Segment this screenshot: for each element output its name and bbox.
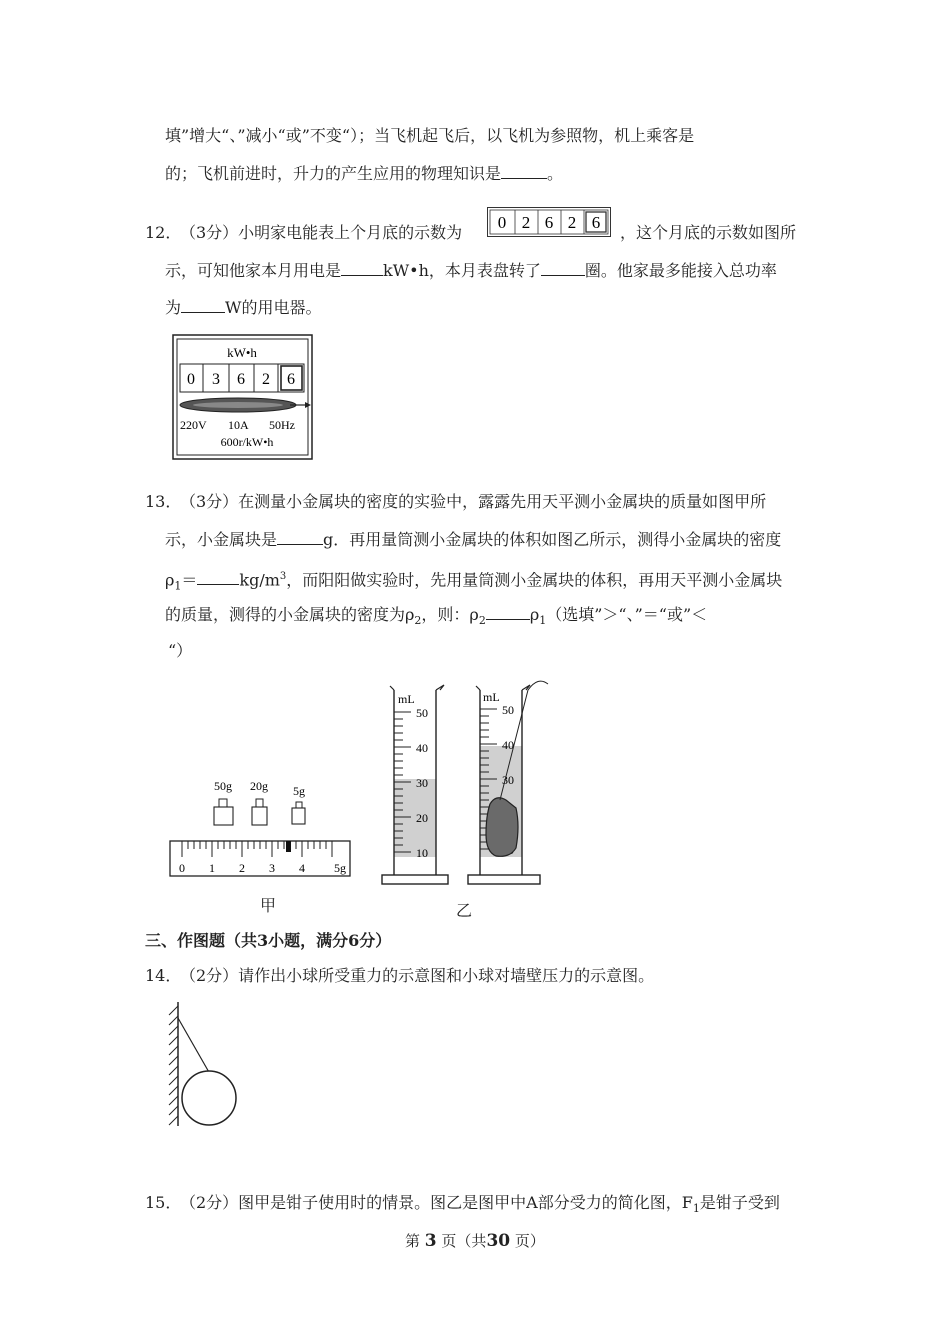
cylinder-tick-label: 40 (502, 738, 514, 752)
q11-line1: 填”增大“、”减小“或”不变“）；当飞机起飞后，以飞机为参照物，机上乘客是 (165, 126, 695, 145)
q15-text (180, 1192, 780, 1220)
q14-text: （2分）请作出小球所受重力的示意图和小球对墙壁压力的示意图。 (180, 966, 655, 985)
inline-meter-reading (487, 207, 611, 237)
q13-line2 (165, 528, 781, 551)
scale-rider (286, 841, 291, 852)
weight-label: 50g (214, 779, 232, 793)
q13-rho-sub: 1 (174, 579, 182, 593)
meter-digit: 3 (212, 371, 220, 388)
q13-line3-rest: ，而阳阳做实验时，先用量筒测小金属块的体积，再用天平测小金属块 (286, 570, 783, 590)
q13-line4-b: ，则：ρ (421, 605, 479, 624)
inline-digit: 2 (521, 213, 531, 232)
scale-tick-label: 3 (269, 861, 275, 875)
scale-ticks (182, 841, 332, 857)
q13-sub: 2 (478, 614, 486, 628)
cylinder-tick-label: 30 (502, 773, 514, 787)
q13-sub: 2 (414, 614, 422, 628)
footer-mid: 页（共 (441, 1232, 487, 1250)
cylinder-tick-label: 30 (416, 776, 428, 790)
question-number-14: 14． (145, 966, 182, 985)
graduated-cylinders-figure (378, 676, 550, 888)
scale-tick-label: 0 (179, 861, 185, 875)
q12-line2-c: 圈。他家最多能接入总功率 (584, 261, 777, 280)
q13-unit-sup: 3 (279, 571, 287, 582)
weight-label: 5g (293, 784, 305, 798)
question-number-15: 15． (145, 1193, 182, 1212)
answer-blank (486, 603, 530, 620)
scale-tick-label: 1 (209, 861, 215, 875)
q11-line2-text: 的；飞机前进时，升力的产生应用的物理知识是 (165, 164, 502, 183)
q13-line4-d: （选填”＞“、”＝“或”＜ (546, 605, 708, 624)
answer-blank (197, 568, 239, 585)
question-number-13: 13． (145, 492, 182, 511)
q15-text-a: （2分）图甲是钳子使用时的情景。图乙是图甲中A部分受力的简化图，F (180, 1193, 693, 1212)
answer-blank (501, 162, 547, 179)
q13-line4-a: 的质量，测得的小金属块的密度为ρ (165, 605, 415, 624)
q13-line4 (165, 603, 707, 632)
cylinder-unit: mL (398, 692, 415, 706)
inline-digit: 6 (544, 213, 554, 232)
answer-blank (541, 259, 585, 276)
q13-equals: ＝ (181, 570, 198, 590)
wall-hatching (169, 1006, 178, 1125)
weight-50g (214, 807, 233, 825)
footer-total-pages: 30 (486, 1231, 511, 1251)
q13-sub: 1 (539, 614, 547, 628)
q13-rho-symbol: ρ (165, 570, 175, 590)
meter-current: 10A (228, 418, 249, 432)
footer-page-number: 3 (424, 1231, 437, 1251)
q12-line2 (165, 259, 777, 282)
q12-line3 (165, 296, 321, 319)
scale-tick-label: 4 (299, 861, 305, 875)
q12-line3-b: W的用电器。 (225, 298, 322, 317)
meter-digit: 6 (237, 371, 245, 388)
footer-suffix: 页） (514, 1232, 545, 1250)
meter-disc-highlight (193, 402, 283, 408)
cylinder-water-only (382, 685, 448, 884)
cylinder-tick-label: 40 (416, 741, 428, 755)
meter-digit: 6 (287, 371, 295, 388)
ball (182, 1071, 236, 1125)
answer-blank (341, 259, 383, 276)
answer-blank (181, 296, 225, 313)
cylinder-unit: mL (483, 690, 500, 704)
figure-label-yi: 乙 (456, 901, 473, 920)
footer-prefix: 第 (405, 1232, 421, 1250)
cylinder-tick-label: 50 (502, 703, 514, 717)
weight-knob (256, 799, 263, 807)
q13-line1: （3分）在测量小金属块的密度的实验中，露露先用天平测小金属块的质量如图甲所 (180, 492, 767, 511)
q12-line1-a: （3分）小明家电能表上个月底的示数为 (180, 223, 463, 242)
q15-text-b: 是钳子受到 (699, 1193, 780, 1212)
page-footer (405, 1230, 545, 1252)
q12-line3-a: 为 (165, 298, 182, 317)
q15-sub: 1 (692, 1202, 700, 1216)
weight-knob (219, 799, 227, 807)
q11-line2 (165, 162, 563, 185)
electric-meter-figure (172, 334, 313, 460)
answer-blank (277, 528, 323, 545)
q13-line5: “） (168, 641, 193, 660)
balance-weights-figure (168, 775, 354, 880)
question-number-12: 12． (145, 223, 182, 242)
meter-voltage: 220V (180, 418, 207, 432)
section-title: 三、作图题（共3小题，满分6分） (145, 931, 392, 950)
q13-line2-b: g．再用量筒测小金属块的体积如图乙所示，测得小金属块的密度 (323, 530, 782, 549)
meter-unit: kW•h (227, 345, 257, 360)
q12-line1-b: ，这个月底的示数如图所 (620, 223, 797, 242)
meter-digit: 0 (187, 371, 195, 388)
q13-line4-c: ρ (529, 605, 540, 624)
q13-unit: kg/m (239, 570, 280, 590)
scale-tick-label: 2 (239, 861, 245, 875)
weight-20g (252, 807, 267, 825)
ball-wall-figure (166, 1000, 246, 1130)
q13-line3 (165, 566, 782, 598)
meter-digit: 2 (262, 371, 270, 388)
q12-line2-a: 示，可知他家本月用电是 (165, 261, 342, 280)
q12-line2-b: kW•h，本月表盘转了 (383, 261, 541, 280)
weight-5g (292, 808, 305, 824)
cylinder-tick-label: 20 (416, 811, 428, 825)
figure-label-jia: 甲 (260, 896, 277, 915)
q13-line2-a: 示，小金属块是 (165, 530, 278, 549)
inline-digit: 6 (591, 213, 601, 232)
meter-constant: 600r/kW•h (220, 435, 274, 449)
inline-digit: 0 (497, 213, 507, 232)
weight-knob (296, 802, 302, 808)
inline-digit: 2 (567, 213, 577, 232)
meter-frequency: 50Hz (269, 418, 295, 432)
cylinder-tick-label: 50 (416, 706, 428, 720)
string (178, 1018, 210, 1074)
q11-line2-end: 。 (547, 164, 564, 183)
cylinder-tick-label: 10 (416, 846, 428, 860)
weight-label: 20g (250, 779, 268, 793)
metal-block (486, 798, 518, 857)
cylinder-with-block (468, 681, 548, 884)
scale-tick-label: 5g (334, 861, 346, 875)
